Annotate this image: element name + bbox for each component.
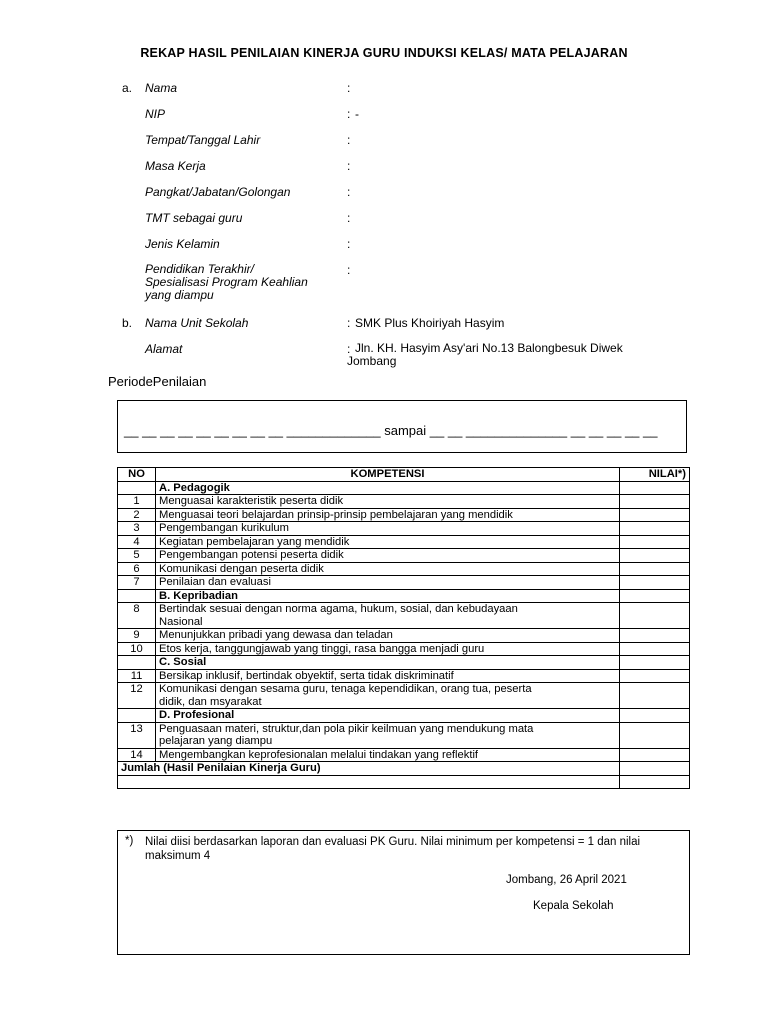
table-row [118,535,690,549]
header-nilai: NILAI*) [620,468,690,482]
row-kompetensi: Menunjukkan pribadi yang dewasa dan teladan [156,629,620,643]
table-row [118,603,690,629]
address-line: Jln. KH. Hasyim Asy'ari No.13 Balongbesuk Diwek [355,341,623,355]
table-row [118,748,690,762]
row-no: 12 [118,683,156,709]
table-row [118,562,690,576]
row-kompetensi: Menguasai karakteristik peserta didik [156,495,620,509]
total-label: Jumlah (Hasil Penilaian Kinerja Guru) [118,762,620,776]
field-label-jenis-kelamin: Jenis Kelamin [145,237,220,251]
field-label-unit-sekolah: Nama Unit Sekolah [145,316,249,330]
field-label-nama: Nama [145,81,178,95]
table-row [118,495,690,509]
field-label-tmt: TMT sebagai guru [145,211,243,225]
table-row [118,522,690,536]
field-label-pendidikan [145,263,308,302]
field-colon: : [347,237,351,251]
periode-line: __ __ __ __ __ __ __ __ __ _____________ sampai __ __ ______________ __ __ __ __ __ [124,423,658,438]
section-title: A. Pedagogik [156,481,620,495]
periode-label: PeriodePenilaian [108,374,207,389]
row-no: 5 [118,549,156,563]
table-row [118,722,690,748]
field-colon: : [347,107,351,121]
table-row [118,549,690,563]
field-colon: : [347,211,351,225]
row-line: Komunikasi dengan sesama guru, tenaga kependidikan, orang tua, peserta [159,683,532,695]
section-row [118,709,690,723]
row-no: 1 [118,495,156,509]
field-colon: : [347,316,351,330]
section-letter-b: b. [122,316,133,330]
field-value-nip: - [355,107,359,121]
section-title: D. Profesional [156,709,620,723]
row-nilai-cell[interactable] [620,603,690,629]
page-title: REKAP HASIL PENILAIAN KINERJA GURU INDUKSI KELAS/ MATA PELAJARAN [140,46,628,60]
row-nilai-cell[interactable] [620,522,690,536]
row-kompetensi: Pengembangan potensi peserta didik [156,549,620,563]
row-kompetensi: Menguasai teori belajardan prinsip-prinsip pembelajaran yang mendidik [156,508,620,522]
table-row [118,576,690,590]
field-label-line: yang diampu [145,288,214,302]
section-row [118,656,690,670]
total-nilai-cell[interactable] [620,762,690,776]
row-kompetensi: Penilaian dan evaluasi [156,576,620,590]
field-label-pangkat: Pangkat/Jabatan/Golongan [145,185,291,199]
note-mark: *) [125,835,134,847]
row-nilai-cell[interactable] [620,562,690,576]
row-line: Nasional [159,615,203,628]
row-no: 6 [118,562,156,576]
row-kompetensi: Mengembangkan keprofesionalan melalui tindakan yang reflektif [156,748,620,762]
row-nilai-cell[interactable] [620,508,690,522]
section-letter-a: a. [122,81,133,95]
field-colon: : [347,159,351,173]
row-no: 4 [118,535,156,549]
row-kompetensi: Etos kerja, tanggungjawab yang tinggi, rasa bangga menjadi guru [156,642,620,656]
row-no: 3 [118,522,156,536]
row-no: 7 [118,576,156,590]
row-nilai-cell[interactable] [620,549,690,563]
kompetensi-table [117,467,690,789]
table-row [118,508,690,522]
row-nilai-cell[interactable] [620,495,690,509]
section-title: B. Kepribadian [156,589,620,603]
row-line: didik, dan msyarakat [159,695,262,708]
header-kompetensi: KOMPETENSI [156,468,620,482]
total-row [118,762,690,776]
row-no: 14 [118,748,156,762]
table-row [118,669,690,683]
field-label-tempat-tanggal-lahir: Tempat/Tanggal Lahir [145,133,261,147]
field-colon: : [347,342,351,356]
row-nilai-cell[interactable] [620,642,690,656]
field-value-unit-sekolah: SMK Plus Khoiriyah Hasyim [355,316,505,330]
field-label-nip: NIP [145,107,166,121]
field-label-line: Pendidikan Terakhir/ [145,262,254,276]
row-nilai-cell[interactable] [620,535,690,549]
row-no: 10 [118,642,156,656]
row-no: 9 [118,629,156,643]
row-nilai-cell[interactable] [620,748,690,762]
note-text: Nilai diisi berdasarkan laporan dan evaluasi PK Guru. Nilai minimum per kompetensi = 1 dan nilai maksimum 4 [145,836,641,862]
place-date: Jombang, 26 April 2021 [506,874,627,886]
field-label-masa-kerja: Masa Kerja [145,159,206,173]
row-kompetensi [156,603,620,629]
row-nilai-cell[interactable] [620,576,690,590]
section-title: C. Sosial [156,656,620,670]
row-kompetensi [156,722,620,748]
row-no: 8 [118,603,156,629]
field-colon: : [347,133,351,147]
field-label-alamat: Alamat [145,342,183,356]
note-box [117,830,690,955]
header-no: NO [118,468,156,482]
row-kompetensi: Komunikasi dengan peserta didik [156,562,620,576]
row-line: pelajaran yang diampu [159,735,273,747]
field-value-alamat [347,341,623,368]
table-header-row [118,468,690,482]
row-line: Penguasaan materi, struktur,dan pola pikir keilmuan yang mendukung mata [159,722,534,735]
row-nilai-cell[interactable] [620,683,690,709]
section-row [118,589,690,603]
periode-box [117,400,687,453]
row-no: 11 [118,669,156,683]
row-kompetensi [156,683,620,709]
field-label-line: Spesialisasi Program Keahlian [145,275,308,289]
row-kompetensi: Pengembangan kurikulum [156,522,620,536]
row-no: 13 [118,722,156,748]
section-row [118,481,690,495]
row-kompetensi: Bersikap inklusif, bertindak obyektif, serta tidak diskriminatif [156,669,620,683]
table-row [118,642,690,656]
blank-row [118,775,690,788]
signatory: Kepala Sekolah [533,900,614,912]
table-row [118,683,690,709]
address-line: Jombang [347,354,397,368]
field-colon: : [347,81,351,95]
row-nilai-cell[interactable] [620,722,690,748]
row-no: 2 [118,508,156,522]
table-row [118,629,690,643]
row-nilai-cell[interactable] [620,669,690,683]
row-nilai-cell[interactable] [620,629,690,643]
row-kompetensi: Kegiatan pembelajaran yang mendidik [156,535,620,549]
row-line: Bertindak sesuai dengan norma agama, hukum, sosial, dan kebudayaan [159,603,518,615]
field-colon: : [347,185,351,199]
field-colon: : [347,263,351,277]
